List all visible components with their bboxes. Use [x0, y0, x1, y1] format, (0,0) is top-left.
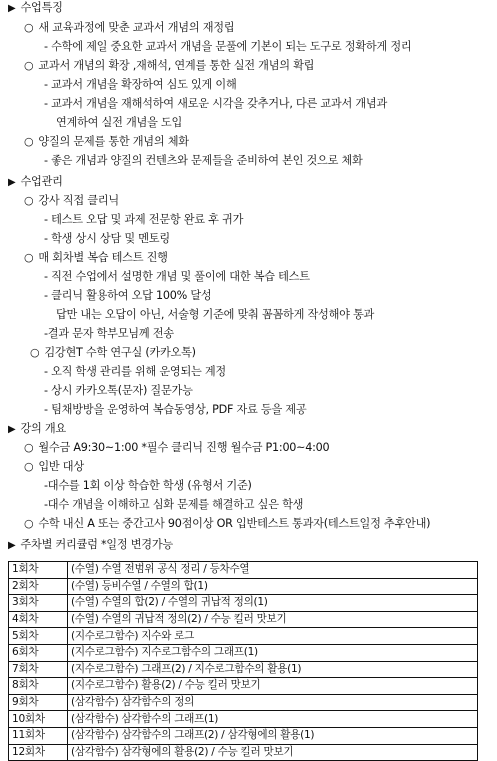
item-quality-problems: ○ 양질의 문제를 통한 개념의 체화	[24, 135, 189, 148]
round-cell: 4회차	[9, 611, 68, 628]
subitem: - 교과서 개념을 확장하여 심도 있게 이해	[44, 78, 237, 91]
subitem: - 상시 카카오톡(문자) 질문가능	[44, 384, 193, 397]
topic-cell: (지수로그함수) 지수와 로그	[68, 628, 478, 645]
table-row	[9, 678, 478, 695]
item-schedule-times: ○ 월수금 A9:30~1:00 *필수 클리닉 진행 월수금 P1:00~4:00	[24, 441, 330, 454]
round-cell: 12회차	[9, 744, 68, 761]
table-row	[9, 744, 478, 761]
topic-cell: (삼각함수) 삼각함수의 그래프(2) / 삼각형에의 활용(1)	[68, 727, 478, 744]
topic-cell: (수열) 수열의 합(2) / 수열의 귀납적 정의(1)	[68, 595, 478, 612]
table-row	[9, 644, 478, 661]
item-curriculum-concepts: ○ 새 교육과정에 맞춘 교과서 개념의 재정립	[24, 21, 235, 34]
circle-bullet-icon: ○	[24, 59, 34, 72]
item-review-test: ○ 매 회차별 복습 테스트 진행	[24, 251, 168, 264]
round-cell: 6회차	[9, 644, 68, 661]
table-row	[9, 727, 478, 744]
subitem: -대수를 1회 이상 학습한 학생 (유형서 기준)	[44, 479, 252, 492]
circle-bullet-icon: ○	[30, 346, 40, 359]
item-kakaotalk-lab: ○ 김강현T 수학 연구실 (카카오톡)	[30, 346, 196, 359]
heading-weekly-curriculum: ▶ 주차별 커리큘럼 *일정 변경가능	[8, 537, 173, 553]
circle-bullet-icon: ○	[24, 135, 34, 148]
topic-cell: (수열) 수열 전범위 공식 정리 / 등차수열	[68, 562, 478, 579]
round-cell: 8회차	[9, 678, 68, 695]
triangle-bullet-icon: ▶	[8, 424, 16, 435]
topic-cell: (삼각함수) 삼각함수의 정의	[68, 694, 478, 711]
table-row	[9, 562, 478, 579]
item-admission-criteria: ○ 수학 내신 A 또는 중간고사 90점이상 OR 입반테스트 통과자(테스트일정 추후안내)	[24, 517, 431, 530]
subitem: - 오직 학생 관리를 위해 운영되는 계정	[44, 365, 226, 378]
topic-cell: (삼각함수) 삼각형에의 활용(2) / 수능 킬러 맛보기	[68, 744, 478, 761]
curriculum-table	[8, 561, 478, 761]
round-cell: 9회차	[9, 694, 68, 711]
round-cell: 3회차	[9, 595, 68, 612]
subitem-continuation: 답만 내는 오답이 아닌, 서술형 기준에 맞춰 꼼꼼하게 작성해야 통과	[56, 308, 375, 321]
heading-class-management: ▶ 수업관리	[8, 174, 63, 190]
triangle-bullet-icon: ▶	[8, 3, 16, 14]
topic-cell: (수열) 수열의 귀납적 정의(2) / 수능 킬러 맛보기	[68, 611, 478, 628]
circle-bullet-icon: ○	[24, 194, 34, 207]
subitem: -결과 문자 학부모님께 전송	[44, 327, 174, 340]
table-row	[9, 611, 478, 628]
round-cell: 2회차	[9, 578, 68, 595]
circle-bullet-icon: ○	[24, 251, 34, 264]
round-cell: 5회차	[9, 628, 68, 645]
subitem: - 팀채방방을 운영하여 복습동영상, PDF 자료 등을 제공	[44, 403, 307, 416]
triangle-bullet-icon: ▶	[8, 177, 16, 188]
item-target-students: ○ 입반 대상	[24, 460, 84, 473]
circle-bullet-icon: ○	[24, 517, 34, 530]
heading-class-features: ▶ 수업특징	[8, 0, 63, 16]
table-row	[9, 711, 478, 728]
topic-cell: (삼각함수) 삼각함수의 그래프(1)	[68, 711, 478, 728]
subitem-continuation: 연계하여 실전 개념을 도입	[56, 116, 183, 129]
topic-cell: (수열) 등비수열 / 수열의 합(1)	[68, 578, 478, 595]
triangle-bullet-icon: ▶	[8, 540, 16, 551]
circle-bullet-icon: ○	[24, 21, 34, 34]
table-row	[9, 578, 478, 595]
round-cell: 11회차	[9, 727, 68, 744]
round-cell: 1회차	[9, 562, 68, 579]
topic-cell: (지수로그함수) 그래프(2) / 지수로그함수의 활용(1)	[68, 661, 478, 678]
table-row	[9, 628, 478, 645]
subitem: - 직전 수업에서 설명한 개념 및 풀이에 대한 복습 테스트	[44, 270, 310, 283]
table-row	[9, 694, 478, 711]
circle-bullet-icon: ○	[24, 460, 34, 473]
item-instructor-clinic: ○ 강사 직접 클리닉	[24, 194, 119, 207]
topic-cell: (지수로그함수) 지수로그함수의 그래프(1)	[68, 644, 478, 661]
subitem: - 수학에 제일 중요한 교과서 개념을 문풀에 기본이 되는 도구로 정확하게 정리	[44, 40, 412, 53]
item-concept-expansion: ○ 교과서 개념의 확장 ,재해석, 연계를 통한 실전 개념의 확립	[24, 59, 315, 72]
table-row	[9, 661, 478, 678]
round-cell: 7회차	[9, 661, 68, 678]
subitem: - 학생 상시 상담 및 멘토링	[44, 232, 170, 245]
subitem: - 좋은 개념과 양질의 컨텐츠와 문제들을 준비하여 본인 것으로 체화	[44, 154, 363, 167]
subitem: - 클리닉 활용하여 오답 100% 달성	[44, 289, 212, 302]
topic-cell: (지수로그함수) 활용(2) / 수능 킬러 맛보기	[68, 678, 478, 695]
circle-bullet-icon: ○	[24, 441, 34, 454]
table-row	[9, 595, 478, 612]
heading-course-overview: ▶ 강의 개요	[8, 421, 66, 437]
subitem: - 교과서 개념을 재해석하여 새로운 시각을 갖추거나, 다른 교과서 개념과	[44, 97, 388, 110]
round-cell: 10회차	[9, 711, 68, 728]
subitem: -대수 개념을 이해하고 심화 문제를 해결하고 싶은 학생	[44, 498, 304, 511]
subitem: - 테스트 오답 및 과제 전문항 완료 후 귀가	[44, 213, 244, 226]
